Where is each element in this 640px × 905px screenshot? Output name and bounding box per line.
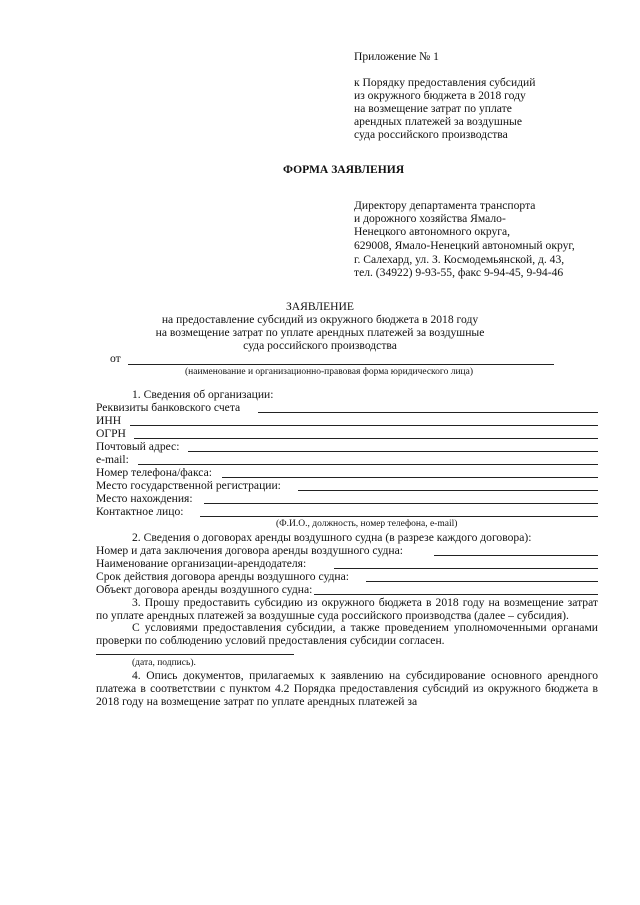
addressee-line: и дорожного хозяйства Ямало-: [354, 212, 506, 225]
field-line-email[interactable]: [138, 464, 598, 465]
field-line-contract-term[interactable]: [366, 581, 598, 582]
from-hint: (наименование и организационно-правовая форма юридического лица): [185, 367, 474, 377]
field-line-bank[interactable]: [258, 412, 598, 413]
field-label-bank: Реквизиты банковского счета: [96, 401, 241, 414]
field-line-ogrn[interactable]: [134, 438, 598, 439]
application-subtitle: на возмещение затрат по уплате арендных платежей за воздушные: [155, 326, 485, 339]
appendix-line: арендных платежей за воздушные: [354, 115, 522, 128]
section3-text: 3. Прошу предоставить субсидию из окружного бюджета в 2018 году на возмещение затрат по уплате арендных платежей за воздушные суда российского производства (далее – субсидия).: [96, 596, 598, 623]
appendix-line: из окружного бюджета в 2018 году: [354, 89, 526, 102]
section2-title: 2. Сведения о договорах аренды воздушного судна (в разрезе каждого договора):: [132, 531, 532, 544]
field-line-postal[interactable]: [188, 451, 598, 452]
field-line-registration[interactable]: [298, 490, 598, 491]
field-label-location: Место нахождения:: [96, 492, 193, 505]
field-label-registration: Место государственной регистрации:: [96, 479, 281, 492]
section4-text: 4. Опись документов, прилагаемых к заявлению на субсидирование основного арендного платежа в соответствии с пунктом 4.2 Порядка предоставления субсидий из окружного бюджета в 2018 году на возмещение затрат по уплате арендных платежей за: [96, 669, 598, 709]
contact-hint: (Ф.И.О., должность, номер телефона, e-mail): [276, 519, 458, 529]
field-line-lessor[interactable]: [334, 568, 598, 569]
field-line-inn[interactable]: [130, 425, 598, 426]
section1-title: 1. Сведения об организации:: [132, 388, 274, 401]
addressee-line: г. Салехард, ул. З. Космодемьянской, д. 43,: [354, 253, 565, 266]
appendix-line: суда российского производства: [354, 128, 508, 141]
signature-line[interactable]: [96, 654, 294, 655]
field-label-contract-number: Номер и дата заключения договора аренды воздушного судна:: [96, 544, 403, 557]
field-label-contact: Контактное лицо:: [96, 505, 184, 518]
addressee-line: Ненецкого автономного округа,: [354, 225, 511, 238]
field-label-ogrn: ОГРН: [96, 427, 126, 440]
addressee-line: тел. (34922) 9-93-55, факс 9-94-45, 9-94-46: [354, 266, 564, 279]
application-subtitle: на предоставление субсидий из окружного бюджета в 2018 году: [161, 313, 479, 326]
field-label-inn: ИНН: [96, 414, 122, 427]
form-title: ФОРМА ЗАЯВЛЕНИЯ: [283, 163, 405, 176]
section3-consent: С условиями предоставления субсидии, а также проведением уполномоченными органами проверки по соблюдению условий предоставления субсидии согласен.: [96, 621, 598, 648]
field-line-contact[interactable]: [200, 516, 598, 517]
field-label-lessor: Наименование организации-арендодателя:: [96, 557, 307, 570]
field-label-email: e-mail:: [96, 453, 129, 466]
application-title: ЗАЯВЛЕНИЕ: [286, 300, 354, 313]
appendix-line: к Порядку предоставления субсидий: [354, 76, 536, 89]
field-label-postal: Почтовый адрес:: [96, 440, 180, 453]
addressee-line: 629008, Ямало-Ненецкий автономный округ,: [354, 239, 575, 252]
field-label-phone: Номер телефона/факса:: [96, 466, 212, 479]
from-label: от: [110, 352, 121, 365]
application-subtitle: суда российского производства: [243, 339, 397, 352]
addressee-line: Директору департамента транспорта: [354, 199, 536, 212]
field-line-phone[interactable]: [222, 477, 598, 478]
field-label-contract-term: Срок действия договора аренды воздушного судна:: [96, 570, 349, 583]
field-line-location[interactable]: [204, 503, 598, 504]
from-input-line[interactable]: [128, 364, 554, 365]
field-label-contract-object: Объект договора аренды воздушного судна:: [96, 583, 313, 596]
field-line-contract-number[interactable]: [434, 555, 598, 556]
appendix-line: на возмещение затрат по уплате: [354, 102, 512, 115]
appendix-title: Приложение № 1: [354, 50, 439, 63]
signature-hint: (дата, подпись).: [132, 658, 196, 668]
